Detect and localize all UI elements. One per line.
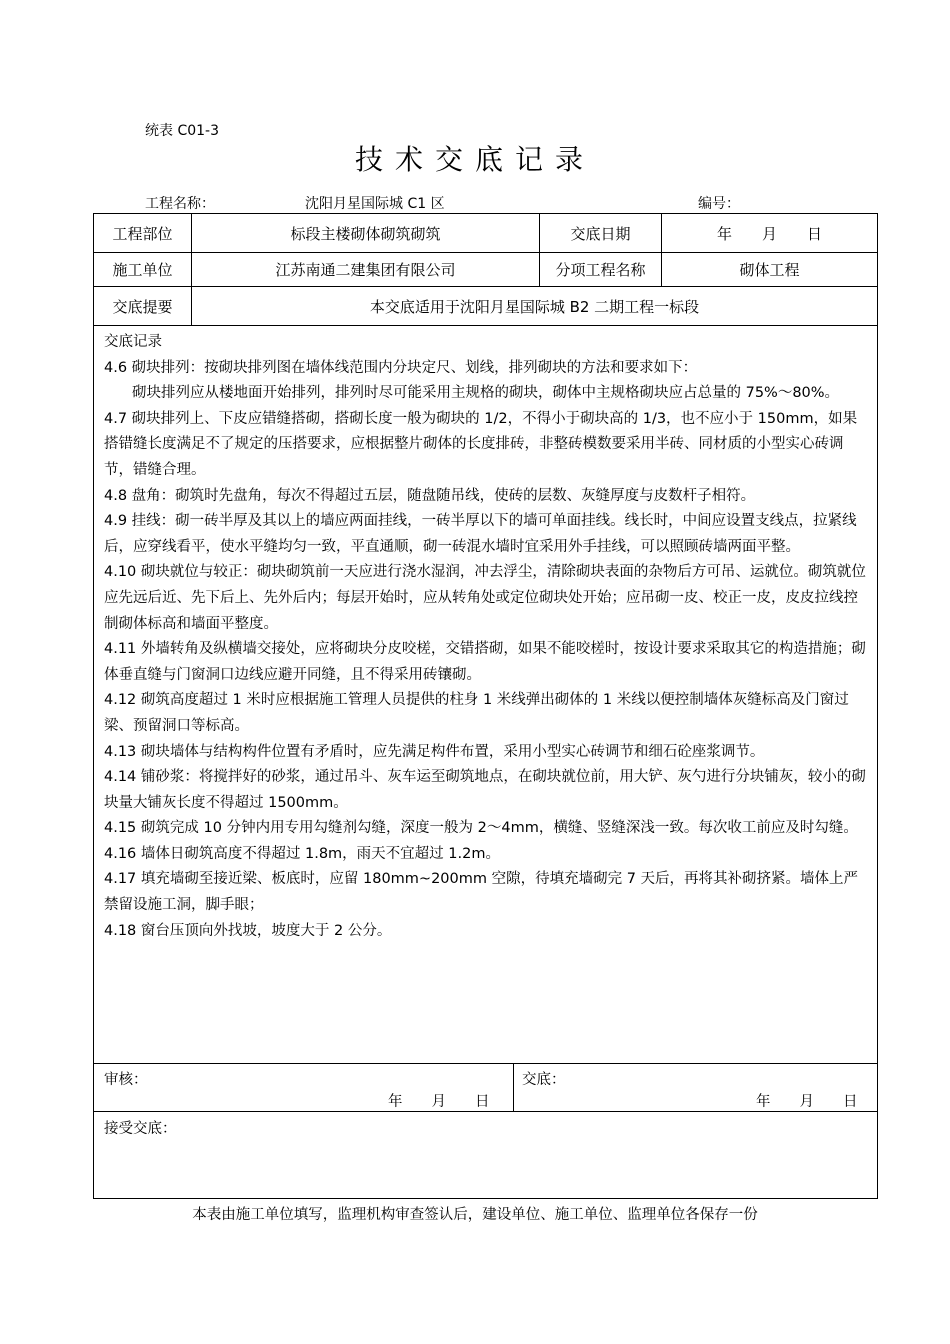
record-paragraph: 4.8 盘角：砌筑时先盘角，每次不得超过五层，随盘随吊线，使砖的层数、灰缝厚度与皮数杆子相符。 <box>104 487 756 504</box>
part-label: 工程部位 <box>112 224 173 243</box>
record-table <box>93 213 878 1199</box>
record-content <box>104 330 869 944</box>
paragraph-list <box>104 356 869 945</box>
project-name-label: 工程名称： <box>145 196 215 212</box>
handover-label: 交底： <box>522 1072 566 1088</box>
unit-value: 江苏南通二建集团有限公司 <box>275 261 456 279</box>
sub-project-value: 砌体工程 <box>739 261 800 279</box>
part-value: 标段主楼砌体砌筑砌筑 <box>290 224 441 243</box>
col-divider <box>513 1063 514 1111</box>
record-paragraph: 4.18 窗台压顶向外找坡，坡度大于 2 公分。 <box>104 922 392 939</box>
record-paragraph: 4.13 砌块墙体与结构构件位置有矛盾时，应先满足构件布置，采用小型实心砖调节和细石砼座浆调节。 <box>104 743 765 760</box>
number-label: 编号： <box>698 196 740 212</box>
date-label: 交底日期 <box>570 224 631 243</box>
footer-note: 本表由施工单位填写，监理机构审查签认后，建设单位、施工单位、监理单位各保存一份 <box>192 1207 758 1223</box>
review-date: 年 月 日 <box>388 1094 490 1110</box>
record-paragraph: 4.11 外墙转角及纵横墙交接处，应将砌块分皮咬槎，交错搭砌，如果不能咬槎时，按设计要求采取其它的构造措施；砌体垂直缝与门窗洞口边线应避开同缝，且不得采用砖镶砌。 <box>104 641 866 683</box>
record-paragraph: 砌块排列应从楼地面开始排列，排列时尽可能采用主规格的砌块，砌体中主规格砌块应占总量的 75%～80%。 <box>132 385 840 402</box>
handover-date: 年 月 日 <box>756 1094 858 1110</box>
record-paragraph: 4.12 砌筑高度超过 1 米时应根据施工管理人员提供的柱身 1 米线弹出砌体的 1 米线以便控制墙体灰缝标高及门窗过梁、预留洞口等标高。 <box>104 692 849 734</box>
record-paragraph: 4.14 铺砂浆：将搅拌好的砂浆，通过吊斗、灰车运至砌筑地点，在砌块就位前，用大铲、灰勺进行分块铺灰，较小的砌块量大铺灰长度不得超过 1500mm。 <box>104 769 866 811</box>
unit-label: 施工单位 <box>112 261 173 279</box>
row-divider <box>94 325 877 326</box>
date-value: 年 月 日 <box>716 224 822 243</box>
row-divider <box>94 1063 877 1064</box>
record-paragraph: 4.16 墙体日砌筑高度不得超过 1.8m，雨天不宜超过 1.2m。 <box>104 845 500 862</box>
form-code: 统表 C01-3 <box>145 123 219 139</box>
record-paragraph: 4.9 挂线：砌一砖半厚及其以上的墙应两面挂线，一砖半厚以下的墙可单面挂线。线长时，中间应设置支线点，拉紧线后，应穿线看平，使水平缝均匀一致，平直通顺，砌一砖混水墙时宜采用外手挂线，可以照顾砖墙两面平整。 <box>104 513 857 555</box>
record-paragraph: 4.17 填充墙砌至接近梁、板底时，应留 180mm~200mm 空隙，待填充墙砌完 7 天后，再将其补砌挤紧。墙体上严禁留设施工洞，脚手眼； <box>104 871 859 914</box>
page-title: 技术交底记录 <box>354 143 595 176</box>
row-divider <box>94 1111 877 1112</box>
record-paragraph: 4.6 砌块排列：按砌块排列图在墙体线范围内分块定尺、划线，排列砌块的方法和要求如下： <box>104 359 698 376</box>
record-heading: 交底记录 <box>104 334 162 350</box>
summary-label: 交底提要 <box>112 297 173 316</box>
sub-project-label: 分项工程名称 <box>555 261 646 279</box>
summary-value: 本交底适用于沈阳月星国际城 B2 二期工程一标段 <box>369 297 700 316</box>
project-name-value: 沈阳月星国际城 C1 区 <box>305 196 445 212</box>
record-paragraph: 4.7 砌块排列上、下皮应错缝搭砌，搭砌长度一般为砌块的 1/2，不得小于砌块高的 1/3，也不应小于 150mm，如果搭错缝长度满足不了规定的压搭要求，应根据整片砌体的长度排砖，非整砖模数要采用半砖、同材质的小型实心砖调节，错缝合理。 <box>104 410 858 478</box>
receiver-label: 接受交底： <box>104 1121 177 1137</box>
record-paragraph: 4.10 砌块就位与较正：砌块砌筑前一天应进行浇水湿润，冲去浮尘，清除砌块表面的杂物后方可吊、运就位。砌筑就位应先远后近、先下后上、先外后内；每层开始时，应从转角处或定位砌块处开始；应吊砌一皮、校正一皮，皮皮拉线控制砌体标高和墙面平整度。 <box>104 564 866 632</box>
review-label: 审核： <box>104 1072 148 1088</box>
record-paragraph: 4.15 砌筑完成 10 分钟内用专用勾缝剂勾缝，深度一般为 2～4mm，横缝、竖缝深浅一致。每次收工前应及时勾缝。 <box>104 820 858 837</box>
